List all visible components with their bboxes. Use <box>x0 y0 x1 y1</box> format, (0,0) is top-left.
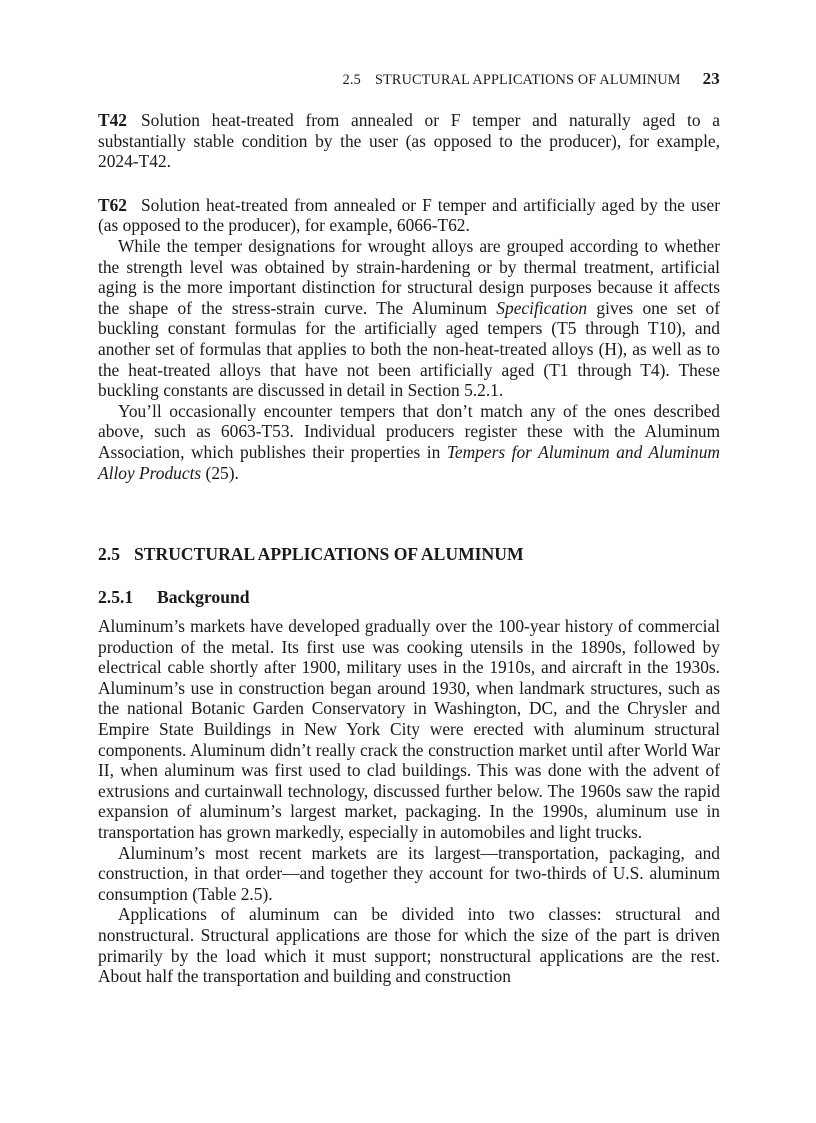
paragraph-market-history: Aluminum’s markets have developed gradually over the 100-year history of commercial production of the metal. Its first use was cooking utensils in the 1890s, followed by electrical cable shortly after 1900, military uses in the 1910s, and aircraft in the 1930s. Aluminum’s use in construction began around 1930, when landmark structures, such as the national Botanic Garden Conservatory in Washington, DC, and the Chrysler and Empire State Buildings in New York City were erected with aluminum structural components. Aluminum didn’t really crack the construction market until after World War II, when aluminum was first used to clad buildings. This was done with the advent of extrusions and curtainwall technology, discussed further below. The 1960s saw the rapid expansion of aluminum’s largest market, packaging. In the 1990s, aluminum use in transportation has grown markedly, especially in automobiles and light trucks. <box>98 616 720 842</box>
paragraph-text: While the temper designations for wrought alloys are grouped according to whether the strength level was obtained by strain-hardening or by thermal treatment, artificial aging is the more important distinction for structural design purposes because it affects the shape of the stress-strain curve. The Aluminum <box>98 235 720 318</box>
running-head-section-title: STRUCTURAL APPLICATIONS OF ALUMINUM <box>374 72 681 88</box>
section-heading <box>98 543 720 565</box>
paragraph-text: gives one set of buckling constant formulas for the artificially aged tempers (T5 through T10), and another set of formulas that applies to both the non-heat-treated alloys (H), as well as to the heat-treated alloys that have not been artificially aged (T1 through T4). These buckling constants are discussed in detail in Section 5.2.1. <box>98 297 720 401</box>
subsection-title: Background <box>157 587 250 607</box>
section-title: STRUCTURAL APPLICATIONS OF ALUMINUM <box>134 544 524 564</box>
definition-term: T62 <box>98 194 127 215</box>
background-body-block <box>98 616 720 987</box>
running-head-section-number: 2.5 <box>342 72 361 88</box>
paragraph-largest-markets: Aluminum’s most recent markets are its largest—transportation, packaging, and construction, in that order—and together they account for two-thirds of U.S. aluminum consumption (Table 2.5). <box>98 842 720 904</box>
section-number: 2.5 <box>98 544 120 564</box>
spacer <box>98 172 720 195</box>
paragraph-text: (25). <box>201 462 239 483</box>
subsection-heading <box>98 586 720 608</box>
temper-definitions-block <box>98 110 720 483</box>
italic-title-specification: Specification <box>496 297 588 318</box>
italic-title-tempers-publication: Tempers for Aluminum and Aluminum Alloy Products <box>98 441 720 483</box>
definition-text: Solution heat-treated from annealed or F temper and naturally aged to a substantially stable condition by the user (as opposed to the producer), for example, 2024-T42. <box>98 110 720 172</box>
paragraph-buckling-constants <box>98 236 720 401</box>
paragraph-structural-classes: Applications of aluminum can be divided into two classes: structural and nonstructural. Structural applications are those for which the size of the part is driven primarily by the load which it must support; nonstructural applications are the rest. About half the transportation and building and construction <box>98 904 720 987</box>
definition-text: Solution heat-treated from annealed or F temper and artificially aged by the user (as opposed to the producer), for example, 6066-T62. <box>98 194 720 236</box>
definition-term: T42 <box>98 110 127 130</box>
subsection-number: 2.5.1 <box>98 587 134 607</box>
definition-t42 <box>98 110 720 172</box>
running-head <box>98 70 720 89</box>
paragraph-producer-tempers <box>98 401 720 483</box>
paragraph-text: You’ll occasionally encounter tempers that don’t match any of the ones described above, such as 6063-T53. Individual producers register these with the Aluminum Association, which publishes their properties in <box>98 400 720 462</box>
page-number: 23 <box>702 69 720 88</box>
definition-t62 <box>98 195 720 236</box>
